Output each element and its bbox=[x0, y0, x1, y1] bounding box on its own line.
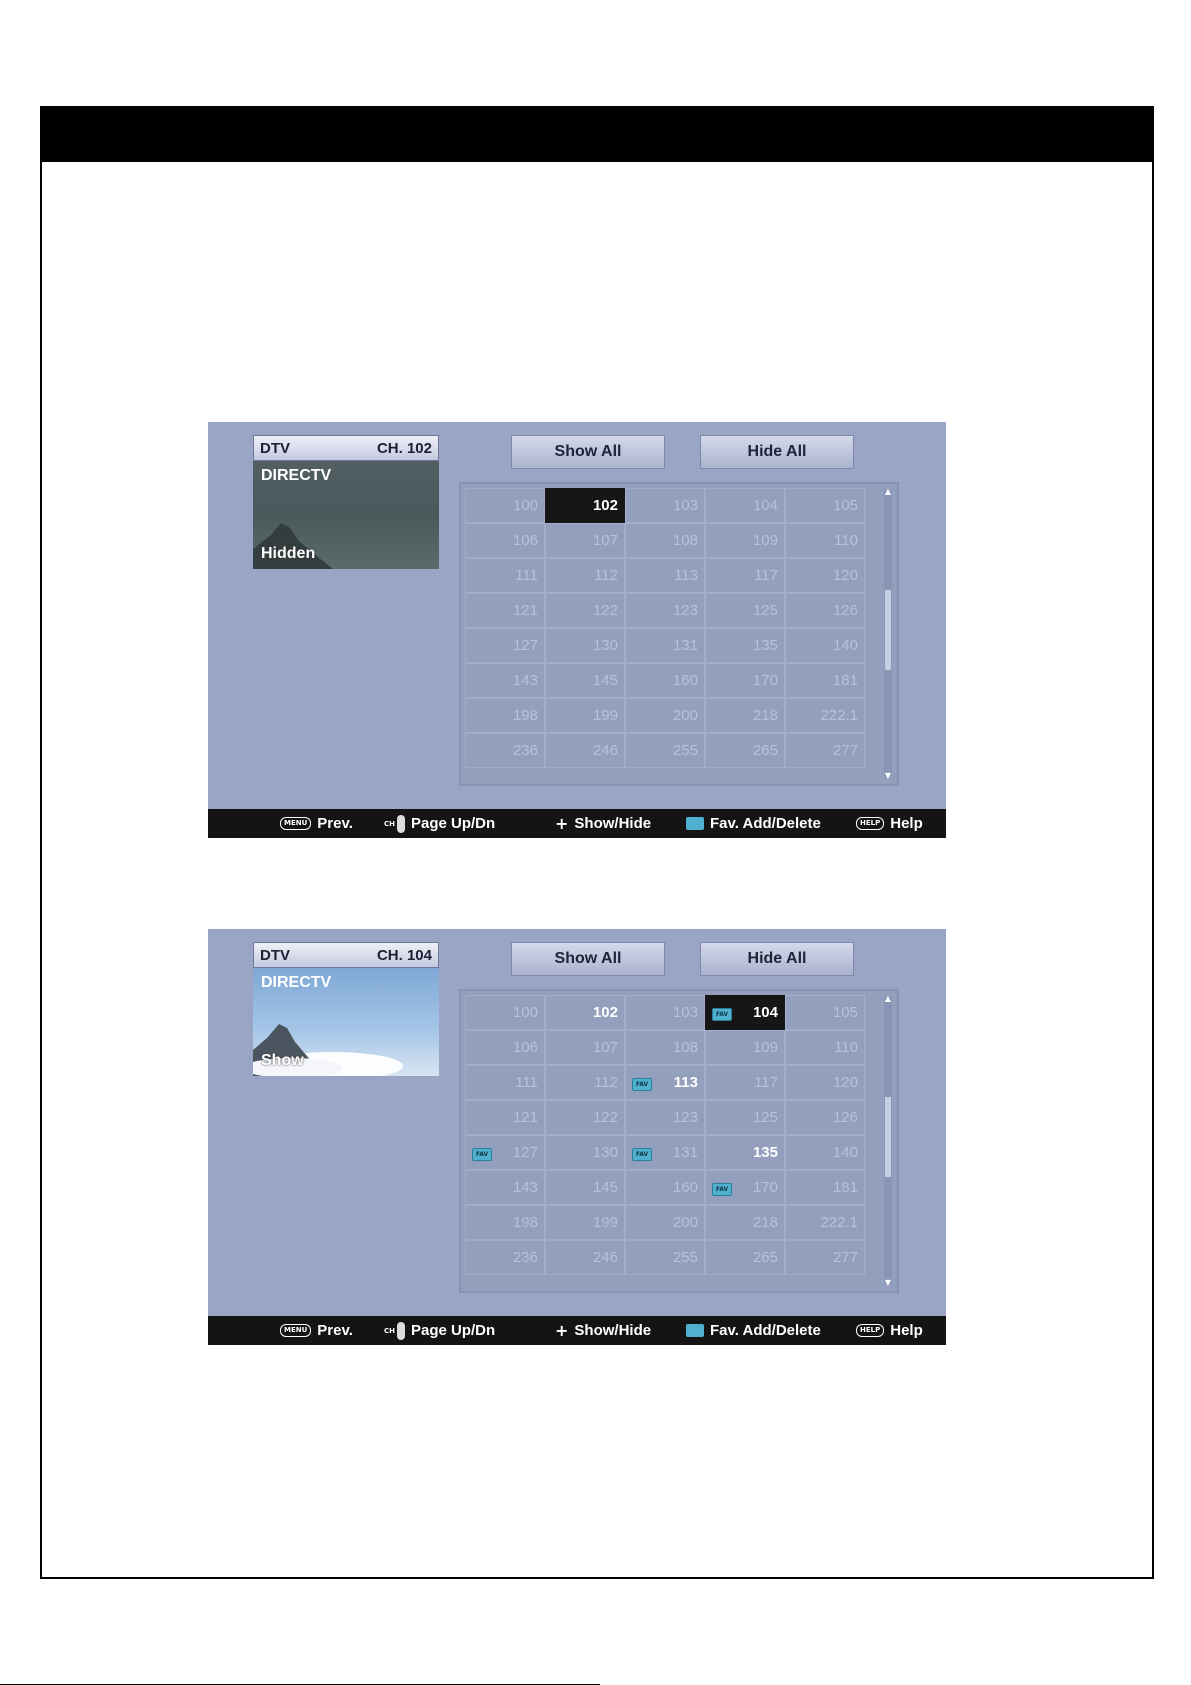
channel-number: 105 bbox=[832, 1004, 858, 1021]
channel-number: 160 bbox=[672, 672, 698, 689]
channel-cell[interactable] bbox=[465, 1170, 545, 1205]
channel-number: 106 bbox=[512, 1039, 538, 1056]
channel-cell[interactable] bbox=[785, 628, 865, 663]
channel-number: 277 bbox=[832, 742, 858, 759]
channel-number: 198 bbox=[512, 1214, 538, 1231]
fav-key-icon bbox=[686, 1324, 704, 1337]
channel-number: 121 bbox=[512, 1109, 538, 1126]
channel-cell[interactable] bbox=[785, 1100, 865, 1135]
channel-cell[interactable] bbox=[465, 523, 545, 558]
channel-cell[interactable] bbox=[545, 593, 625, 628]
channel-number: 102 bbox=[592, 1004, 618, 1021]
channel-cell[interactable] bbox=[465, 1205, 545, 1240]
channel-cell[interactable] bbox=[545, 523, 625, 558]
channel-cell[interactable] bbox=[705, 628, 785, 663]
channel-cell[interactable] bbox=[705, 1240, 785, 1275]
channel-number: 110 bbox=[834, 532, 858, 549]
channel-grid bbox=[459, 482, 899, 786]
channel-number: 222.1 bbox=[820, 707, 858, 724]
channel-number: 181 bbox=[832, 672, 858, 689]
help-page bbox=[384, 1316, 495, 1345]
scrollbar-thumb[interactable] bbox=[885, 590, 891, 670]
channel-cell[interactable] bbox=[705, 593, 785, 628]
channel-number: 135 bbox=[752, 1144, 778, 1161]
channel-cell[interactable] bbox=[785, 1065, 865, 1100]
help-help-label: Help bbox=[890, 1322, 923, 1339]
network-name: DIRECTV bbox=[261, 467, 332, 484]
channel-cell[interactable] bbox=[785, 995, 865, 1030]
channel-number: 199 bbox=[592, 1214, 618, 1231]
channel-number: 112 bbox=[594, 567, 618, 584]
channel-number: 198 bbox=[512, 707, 538, 724]
channel-cell[interactable] bbox=[785, 1240, 865, 1275]
channel-cell[interactable] bbox=[625, 593, 705, 628]
channel-number: 135 bbox=[752, 637, 778, 654]
scrollbar-thumb[interactable] bbox=[885, 1097, 891, 1177]
channel-number: 109 bbox=[752, 1039, 778, 1056]
channel-number: 131 bbox=[672, 1144, 698, 1161]
channel-cell[interactable] bbox=[705, 1135, 785, 1170]
help-prev bbox=[280, 809, 353, 838]
channel-grid bbox=[459, 989, 899, 1293]
channel-number: 103 bbox=[672, 1004, 698, 1021]
channel-number: 100 bbox=[512, 497, 538, 514]
help-bar bbox=[208, 1316, 946, 1345]
channel-number: 123 bbox=[672, 602, 698, 619]
channel-cell[interactable] bbox=[705, 698, 785, 733]
channel-cell[interactable] bbox=[625, 1205, 705, 1240]
channel-cell[interactable] bbox=[465, 1065, 545, 1100]
show-all-button[interactable]: Show All bbox=[511, 942, 665, 976]
channel-number: 108 bbox=[672, 532, 698, 549]
help-showhide bbox=[555, 1316, 651, 1345]
preview-info-bar bbox=[253, 435, 439, 461]
channel-number-label: CH. 104 bbox=[376, 946, 432, 964]
channel-number: 143 bbox=[512, 1179, 538, 1196]
channel-cell[interactable] bbox=[465, 628, 545, 663]
channel-cell[interactable] bbox=[625, 733, 705, 768]
help-help bbox=[856, 809, 923, 838]
channel-cell[interactable] bbox=[705, 488, 785, 523]
channel-number: 199 bbox=[592, 707, 618, 724]
preview-image bbox=[253, 968, 439, 1076]
channel-number: 145 bbox=[592, 672, 618, 689]
help-showhide-label: Show/Hide bbox=[574, 1322, 652, 1339]
channel-cell[interactable] bbox=[465, 1100, 545, 1135]
channel-cell[interactable] bbox=[545, 995, 625, 1030]
help-help bbox=[856, 1316, 923, 1345]
channel-number: 246 bbox=[592, 742, 618, 759]
favorite-icon: FAV bbox=[712, 1183, 732, 1196]
channel-cell[interactable] bbox=[465, 663, 545, 698]
channel-number: 200 bbox=[672, 1214, 698, 1231]
ch-rocker-icon: CH bbox=[384, 1322, 405, 1340]
channel-cell[interactable] bbox=[705, 733, 785, 768]
channel-cell[interactable] bbox=[545, 1135, 625, 1170]
favorite-icon: FAV bbox=[632, 1078, 652, 1091]
channel-cell[interactable] bbox=[705, 1100, 785, 1135]
channel-number: 218 bbox=[752, 1214, 778, 1231]
channel-cell[interactable] bbox=[705, 558, 785, 593]
hide-all-button[interactable]: Hide All bbox=[700, 942, 854, 976]
scroll-down-arrow-icon[interactable]: ▼ bbox=[884, 771, 892, 780]
fav-key-icon bbox=[686, 817, 704, 830]
channel-cell[interactable] bbox=[785, 1170, 865, 1205]
channel-number: 112 bbox=[594, 1074, 618, 1091]
channel-cell[interactable] bbox=[545, 1170, 625, 1205]
channel-cell[interactable] bbox=[465, 488, 545, 523]
channel-number: 110 bbox=[834, 1039, 858, 1056]
help-fav-label: Fav. Add/Delete bbox=[710, 1322, 821, 1339]
channel-number: 100 bbox=[512, 1004, 538, 1021]
channel-cell[interactable] bbox=[465, 1135, 545, 1170]
channel-number: 117 bbox=[754, 1074, 778, 1091]
help-help-label: Help bbox=[890, 815, 923, 832]
channel-cell[interactable] bbox=[625, 1170, 705, 1205]
help-fav bbox=[686, 809, 821, 838]
preview-info-bar bbox=[253, 942, 439, 968]
channel-number: 131 bbox=[672, 637, 698, 654]
channel-cell[interactable] bbox=[785, 558, 865, 593]
channel-number: 127 bbox=[512, 637, 538, 654]
channel-cell[interactable] bbox=[785, 733, 865, 768]
channel-cell[interactable] bbox=[625, 1065, 705, 1100]
channel-number: 125 bbox=[752, 602, 778, 619]
input-source-label: DTV bbox=[260, 946, 290, 964]
channel-cell[interactable] bbox=[625, 1240, 705, 1275]
channel-cell[interactable] bbox=[545, 1100, 625, 1135]
channel-number: 105 bbox=[832, 497, 858, 514]
favorite-icon: FAV bbox=[712, 1008, 732, 1021]
help-showhide-label: Show/Hide bbox=[574, 815, 652, 832]
channel-number: 108 bbox=[672, 1039, 698, 1056]
channel-visibility-state: Hidden bbox=[261, 545, 316, 562]
channel-preview bbox=[253, 942, 439, 1076]
hide-all-button[interactable]: Hide All bbox=[700, 435, 854, 469]
channel-number: 130 bbox=[592, 637, 618, 654]
channel-preview bbox=[253, 435, 439, 569]
scroll-up-arrow-icon[interactable]: ▲ bbox=[884, 994, 892, 1003]
scrollbar[interactable] bbox=[884, 487, 892, 776]
channel-cell[interactable] bbox=[705, 523, 785, 558]
channel-number: 111 bbox=[515, 1074, 538, 1091]
channel-number: 170 bbox=[752, 672, 778, 689]
channel-number: 102 bbox=[592, 497, 618, 514]
channel-number: 107 bbox=[592, 1039, 618, 1056]
channel-cell[interactable] bbox=[625, 1135, 705, 1170]
channel-number: 265 bbox=[752, 742, 778, 759]
preview-image bbox=[253, 461, 439, 569]
channel-cell[interactable] bbox=[465, 593, 545, 628]
channel-number: 117 bbox=[754, 567, 778, 584]
channel-number: 107 bbox=[592, 532, 618, 549]
channel-cell[interactable] bbox=[785, 1135, 865, 1170]
channel-number: 181 bbox=[832, 1179, 858, 1196]
help-key-icon: HELP bbox=[856, 1324, 884, 1337]
channel-number: 104 bbox=[752, 1004, 778, 1021]
channel-cell[interactable] bbox=[705, 1065, 785, 1100]
channel-number: 143 bbox=[512, 672, 538, 689]
dpad-icon: + bbox=[555, 1321, 569, 1340]
channel-number: 125 bbox=[752, 1109, 778, 1126]
channel-cell[interactable] bbox=[545, 698, 625, 733]
channel-cell[interactable] bbox=[625, 663, 705, 698]
channel-cell[interactable] bbox=[545, 628, 625, 663]
channel-number: 130 bbox=[592, 1144, 618, 1161]
channel-number: 160 bbox=[672, 1179, 698, 1196]
channel-cell[interactable] bbox=[465, 995, 545, 1030]
channel-number: 277 bbox=[832, 1249, 858, 1266]
channel-number: 126 bbox=[832, 1109, 858, 1126]
channel-cell[interactable] bbox=[465, 1030, 545, 1065]
channel-cell[interactable] bbox=[545, 1030, 625, 1065]
help-prev-label: Prev. bbox=[317, 1322, 353, 1339]
channel-cell[interactable] bbox=[465, 1240, 545, 1275]
channel-number: 145 bbox=[592, 1179, 618, 1196]
channel-number: 140 bbox=[832, 1144, 858, 1161]
help-page-label: Page Up/Dn bbox=[411, 1322, 496, 1339]
channel-cell[interactable] bbox=[545, 1205, 625, 1240]
channel-cell[interactable] bbox=[705, 663, 785, 698]
channel-number: 106 bbox=[512, 532, 538, 549]
channel-number: 200 bbox=[672, 707, 698, 724]
channel-number: 140 bbox=[832, 637, 858, 654]
channel-number: 122 bbox=[592, 1109, 618, 1126]
channel-number: 121 bbox=[512, 602, 538, 619]
channel-cell[interactable] bbox=[705, 1030, 785, 1065]
channel-cell[interactable] bbox=[465, 558, 545, 593]
channel-visibility-state: Show bbox=[261, 1052, 304, 1069]
favorite-icon: FAV bbox=[632, 1148, 652, 1161]
menu-key-icon: MENU bbox=[280, 1324, 311, 1337]
channel-cell[interactable] bbox=[545, 663, 625, 698]
help-key-icon: HELP bbox=[856, 817, 884, 830]
channel-cell[interactable] bbox=[465, 698, 545, 733]
channel-number: 120 bbox=[832, 1074, 858, 1091]
channel-cell[interactable] bbox=[625, 995, 705, 1030]
channel-cell[interactable] bbox=[465, 733, 545, 768]
channel-number: 218 bbox=[752, 707, 778, 724]
scroll-down-arrow-icon[interactable]: ▼ bbox=[884, 1278, 892, 1287]
channel-number: 170 bbox=[752, 1179, 778, 1196]
channel-number: 104 bbox=[752, 497, 778, 514]
channel-number: 111 bbox=[515, 567, 538, 584]
channel-number: 255 bbox=[672, 1249, 698, 1266]
channel-cell[interactable] bbox=[625, 1100, 705, 1135]
channel-cell[interactable] bbox=[785, 593, 865, 628]
channel-cell[interactable] bbox=[785, 1205, 865, 1240]
channel-number: 103 bbox=[672, 497, 698, 514]
channel-number: 246 bbox=[592, 1249, 618, 1266]
channel-cell[interactable] bbox=[625, 523, 705, 558]
channel-cell[interactable] bbox=[545, 733, 625, 768]
help-prev-label: Prev. bbox=[317, 815, 353, 832]
channel-number: 222.1 bbox=[820, 1214, 858, 1231]
channel-cell[interactable] bbox=[785, 663, 865, 698]
channel-cell[interactable] bbox=[545, 488, 625, 523]
channel-number: 122 bbox=[592, 602, 618, 619]
network-name: DIRECTV bbox=[261, 974, 332, 991]
channel-number: 236 bbox=[512, 742, 538, 759]
channel-cell[interactable] bbox=[785, 698, 865, 733]
channel-number: 120 bbox=[832, 567, 858, 584]
channel-cell[interactable] bbox=[705, 1205, 785, 1240]
channel-cell[interactable] bbox=[625, 698, 705, 733]
dpad-icon: + bbox=[555, 814, 569, 833]
channel-cell[interactable] bbox=[785, 488, 865, 523]
channel-number: 113 bbox=[673, 1074, 698, 1091]
help-page-label: Page Up/Dn bbox=[411, 815, 496, 832]
scroll-up-arrow-icon[interactable]: ▲ bbox=[884, 487, 892, 496]
channel-cell[interactable] bbox=[625, 558, 705, 593]
channel-cell[interactable] bbox=[785, 1030, 865, 1065]
channel-number-label: CH. 102 bbox=[376, 439, 432, 457]
channel-number: 265 bbox=[752, 1249, 778, 1266]
channel-edit-screen-1 bbox=[208, 422, 946, 838]
channel-number: 236 bbox=[512, 1249, 538, 1266]
page-frame bbox=[40, 106, 1154, 1579]
channel-number: 127 bbox=[512, 1144, 538, 1161]
channel-cell[interactable] bbox=[625, 488, 705, 523]
input-source-label: DTV bbox=[260, 439, 290, 457]
ch-rocker-icon: CH bbox=[384, 815, 405, 833]
show-all-button[interactable]: Show All bbox=[511, 435, 665, 469]
channel-cell[interactable] bbox=[625, 628, 705, 663]
help-fav bbox=[686, 1316, 821, 1345]
help-prev bbox=[280, 1316, 353, 1345]
channel-cell[interactable] bbox=[545, 1065, 625, 1100]
channel-number: 109 bbox=[752, 532, 778, 549]
channel-cell[interactable] bbox=[545, 1240, 625, 1275]
page-header-bar bbox=[40, 106, 1154, 162]
channel-cell[interactable] bbox=[545, 558, 625, 593]
channel-cell[interactable] bbox=[785, 523, 865, 558]
channel-number: 113 bbox=[674, 567, 698, 584]
favorite-icon: FAV bbox=[472, 1148, 492, 1161]
channel-edit-screen-2 bbox=[208, 929, 946, 1345]
help-fav-label: Fav. Add/Delete bbox=[710, 815, 821, 832]
channel-cell[interactable] bbox=[705, 1170, 785, 1205]
channel-number: 123 bbox=[672, 1109, 698, 1126]
channel-cell[interactable] bbox=[625, 1030, 705, 1065]
channel-cell[interactable] bbox=[705, 995, 785, 1030]
scrollbar[interactable] bbox=[884, 994, 892, 1283]
help-showhide bbox=[555, 809, 651, 838]
channel-number: 255 bbox=[672, 742, 698, 759]
channel-number: 126 bbox=[832, 602, 858, 619]
menu-key-icon: MENU bbox=[280, 817, 311, 830]
help-page bbox=[384, 809, 495, 838]
help-bar bbox=[208, 809, 946, 838]
